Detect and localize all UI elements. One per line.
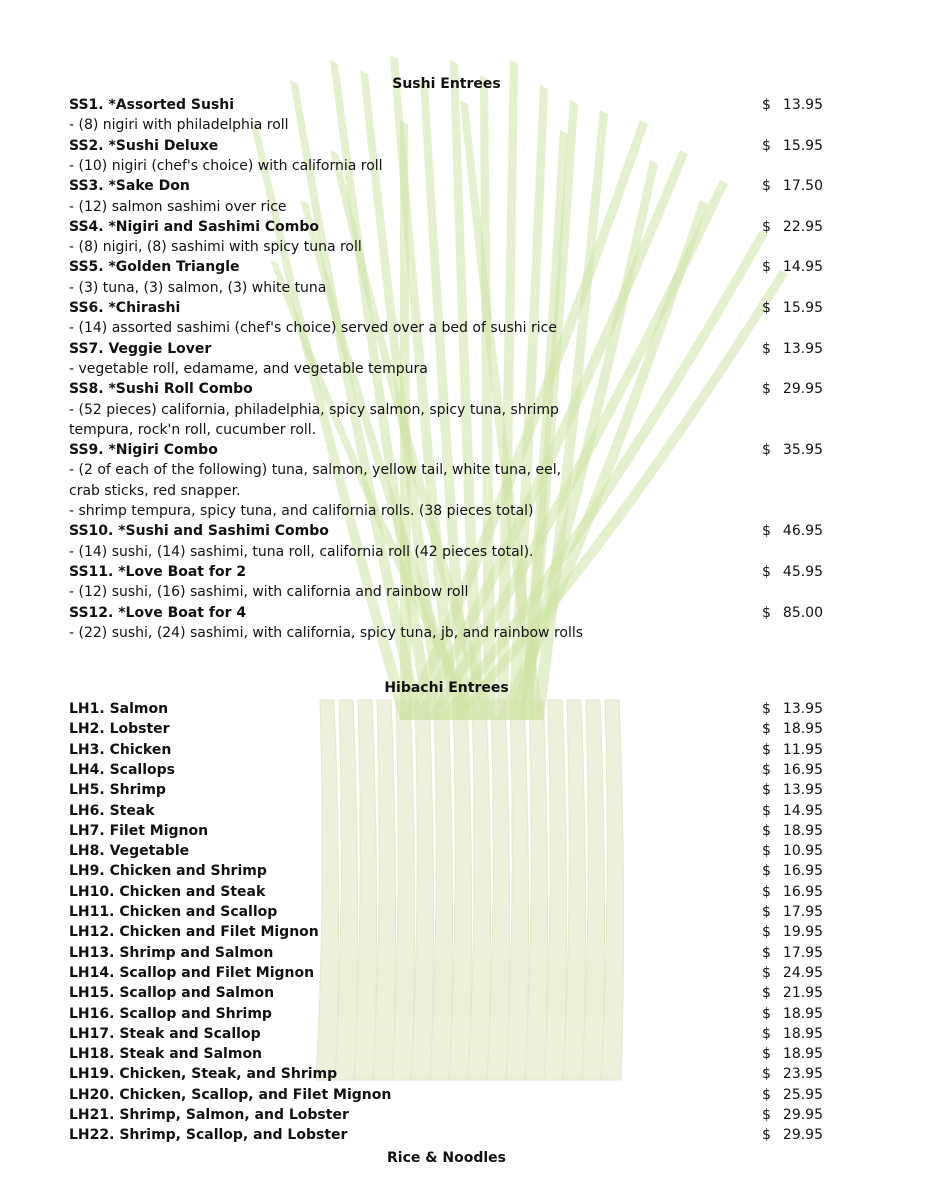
item-price: 13.95 [782, 782, 823, 799]
currency-symbol: $ [762, 381, 771, 398]
item-name: SS11. *Love Boat for 2 [69, 563, 247, 580]
item-price: 16.95 [782, 761, 823, 778]
item-description: - (2 of each of the following) tuna, salmon, yellow tail, white tuna, eel, crab sticks, red snapper. - shrimp tempura, spicy tuna, and california rolls. (38 pieces total) [69, 462, 562, 519]
sushi-menu-item [0, 136, 927, 156]
item-name: SS8. *Sushi Roll Combo [69, 381, 253, 398]
item-price: 17.95 [782, 904, 823, 920]
currency-symbol: $ [762, 1046, 771, 1063]
item-price: 14.95 [782, 802, 823, 819]
currency-symbol: $ [762, 701, 771, 717]
currency-symbol: $ [762, 442, 771, 459]
currency-symbol: $ [762, 340, 771, 357]
currency-symbol: $ [762, 741, 771, 758]
item-description: - (10) nigiri (chef's choice) with california roll [69, 157, 383, 174]
rice-noodles-section-title: Rice & Noodles [387, 1150, 506, 1166]
sushi-menu-item [0, 95, 927, 115]
item-name: SS3. *Sake Don [69, 178, 190, 195]
currency-symbol: $ [762, 1086, 771, 1103]
sushi-menu-item [0, 521, 927, 541]
item-price: 45.95 [782, 563, 823, 580]
item-name: LH13. Shrimp and Salmon [69, 944, 274, 961]
hibachi-menu-item [0, 1064, 927, 1084]
item-name: SS1. *Assorted Sushi [69, 97, 235, 113]
hibachi-menu-item [0, 699, 927, 719]
currency-symbol: $ [762, 563, 771, 580]
item-price: 15.95 [782, 300, 823, 316]
currency-symbol: $ [762, 944, 771, 961]
item-price: 18.95 [782, 1046, 823, 1063]
item-price: 11.95 [782, 741, 823, 758]
item-name: LH15. Scallop and Salmon [69, 985, 275, 1002]
sushi-menu-item [0, 298, 927, 318]
sushi-section-title: Sushi Entrees [392, 76, 501, 92]
currency-symbol: $ [762, 1066, 771, 1083]
hibachi-menu-item [0, 780, 927, 800]
currency-symbol: $ [762, 883, 771, 900]
item-price: 18.95 [782, 1025, 823, 1042]
item-name: SS5. *Golden Triangle [69, 259, 240, 276]
currency-symbol: $ [762, 1107, 771, 1123]
currency-symbol: $ [762, 964, 771, 981]
item-name: SS9. *Nigiri Combo [69, 442, 218, 459]
item-price: 29.95 [782, 381, 823, 398]
item-description: - (14) assorted sashimi (chef's choice) served over a bed of sushi rice [69, 320, 557, 337]
currency-symbol: $ [762, 1025, 771, 1042]
currency-symbol: $ [762, 178, 771, 195]
item-description: - (14) sushi, (14) sashimi, tuna roll, california roll (42 pieces total). [69, 543, 534, 560]
hibachi-menu-item [0, 1105, 927, 1125]
item-name: SS2. *Sushi Deluxe [69, 137, 219, 154]
item-price: 35.95 [782, 442, 823, 459]
currency-symbol: $ [762, 218, 771, 235]
item-description: - (12) sushi, (16) sashimi, with california and rainbow roll [69, 584, 469, 601]
hibachi-menu-item [0, 902, 927, 922]
item-description: - (12) salmon sashimi over rice [69, 198, 287, 215]
currency-symbol: $ [762, 97, 771, 113]
hibachi-menu-item [0, 1044, 927, 1064]
currency-symbol: $ [762, 523, 771, 540]
item-name: LH14. Scallop and Filet Mignon [69, 964, 315, 981]
item-price: 18.95 [782, 1005, 823, 1022]
currency-symbol: $ [762, 802, 771, 819]
currency-symbol: $ [762, 300, 771, 316]
currency-symbol: $ [762, 1005, 771, 1022]
hibachi-section-title: Hibachi Entrees [384, 680, 509, 696]
hibachi-menu-item [0, 1024, 927, 1044]
item-name: LH6. Steak [69, 802, 155, 819]
item-price: 10.95 [782, 843, 823, 860]
hibachi-menu-item [0, 801, 927, 821]
item-price: 16.95 [782, 883, 823, 900]
item-price: 13.95 [782, 701, 823, 717]
item-price: 16.95 [782, 863, 823, 880]
item-price: 29.95 [782, 1127, 823, 1144]
item-name: LH17. Steak and Scallop [69, 1025, 261, 1042]
sushi-menu-item [0, 562, 927, 582]
currency-symbol: $ [762, 863, 771, 880]
item-name: LH7. Filet Mignon [69, 822, 209, 839]
item-name: SS10. *Sushi and Sashimi Combo [69, 523, 329, 540]
item-name: LH16. Scallop and Shrimp [69, 1005, 272, 1022]
item-name: LH12. Chicken and Filet Mignon [69, 924, 319, 941]
hibachi-menu-item [0, 983, 927, 1003]
item-name: SS12. *Love Boat for 4 [69, 604, 247, 621]
item-description: - vegetable roll, edamame, and vegetable tempura [69, 360, 428, 377]
item-name: SS7. Veggie Lover [69, 340, 212, 357]
item-name: LH4. Scallops [69, 761, 175, 778]
sushi-menu-item [0, 440, 927, 460]
currency-symbol: $ [762, 985, 771, 1002]
hibachi-menu-item [0, 740, 927, 760]
item-name: LH3. Chicken [69, 741, 172, 758]
hibachi-menu-item [0, 861, 927, 881]
sushi-menu-item [0, 603, 927, 623]
item-description: - (22) sushi, (24) sashimi, with california, spicy tuna, jb, and rainbow rolls [69, 624, 584, 641]
hibachi-menu-item [0, 963, 927, 983]
currency-symbol: $ [762, 843, 771, 860]
currency-symbol: $ [762, 1127, 771, 1144]
hibachi-menu-item [0, 1004, 927, 1024]
item-price: 17.50 [782, 178, 823, 195]
item-name: LH9. Chicken and Shrimp [69, 863, 267, 880]
sushi-menu-item [0, 217, 927, 237]
hibachi-menu-item [0, 719, 927, 739]
item-name: LH20. Chicken, Scallop, and Filet Mignon [69, 1086, 392, 1103]
item-price: 23.95 [782, 1066, 823, 1083]
item-name: LH19. Chicken, Steak, and Shrimp [69, 1066, 338, 1083]
hibachi-menu-item [0, 841, 927, 861]
currency-symbol: $ [762, 822, 771, 839]
item-name: LH5. Shrimp [69, 782, 166, 799]
item-name: LH10. Chicken and Steak [69, 883, 266, 900]
item-price: 15.95 [782, 137, 823, 154]
item-description: - (8) nigiri with philadelphia roll [69, 117, 289, 134]
item-name: LH2. Lobster [69, 721, 170, 738]
hibachi-menu-item [0, 1125, 927, 1145]
currency-symbol: $ [762, 924, 771, 941]
item-name: LH22. Shrimp, Scallop, and Lobster [69, 1127, 348, 1144]
currency-symbol: $ [762, 904, 771, 920]
item-price: 13.95 [782, 340, 823, 357]
sushi-menu-item [0, 379, 927, 399]
item-name: LH18. Steak and Salmon [69, 1046, 263, 1063]
item-price: 46.95 [782, 523, 823, 540]
item-description: - (52 pieces) california, philadelphia, spicy salmon, spicy tuna, shrimp tempura, rock'n roll, cucumber roll. [69, 401, 559, 438]
hibachi-menu-item [0, 760, 927, 780]
item-name: SS6. *Chirashi [69, 300, 181, 316]
item-price: 18.95 [782, 822, 823, 839]
currency-symbol: $ [762, 259, 771, 276]
item-price: 85.00 [782, 604, 823, 621]
sushi-menu-item [0, 339, 927, 359]
sushi-menu-item [0, 257, 927, 277]
item-name: LH21. Shrimp, Salmon, and Lobster [69, 1107, 349, 1123]
hibachi-menu-item [0, 1085, 927, 1105]
hibachi-menu-item [0, 943, 927, 963]
sushi-menu-item [0, 176, 927, 196]
item-price: 21.95 [782, 985, 823, 1002]
item-name: SS4. *Nigiri and Sashimi Combo [69, 218, 320, 235]
currency-symbol: $ [762, 604, 771, 621]
item-price: 24.95 [782, 964, 823, 981]
item-price: 18.95 [782, 721, 823, 738]
hibachi-menu-item [0, 821, 927, 841]
item-price: 22.95 [782, 218, 823, 235]
item-name: LH8. Vegetable [69, 843, 190, 860]
item-price: 17.95 [782, 944, 823, 961]
currency-symbol: $ [762, 761, 771, 778]
item-description: - (8) nigiri, (8) sashimi with spicy tuna roll [69, 239, 362, 256]
item-price: 13.95 [782, 97, 823, 113]
item-price: 25.95 [782, 1086, 823, 1103]
item-name: LH1. Salmon [69, 701, 169, 717]
item-price: 19.95 [782, 924, 823, 941]
item-name: LH11. Chicken and Scallop [69, 904, 278, 920]
item-description: - (3) tuna, (3) salmon, (3) white tuna [69, 279, 327, 296]
currency-symbol: $ [762, 137, 771, 154]
hibachi-menu-item [0, 882, 927, 902]
currency-symbol: $ [762, 721, 771, 738]
item-price: 29.95 [782, 1107, 823, 1123]
item-price: 14.95 [782, 259, 823, 276]
currency-symbol: $ [762, 782, 771, 799]
hibachi-menu-item [0, 922, 927, 942]
